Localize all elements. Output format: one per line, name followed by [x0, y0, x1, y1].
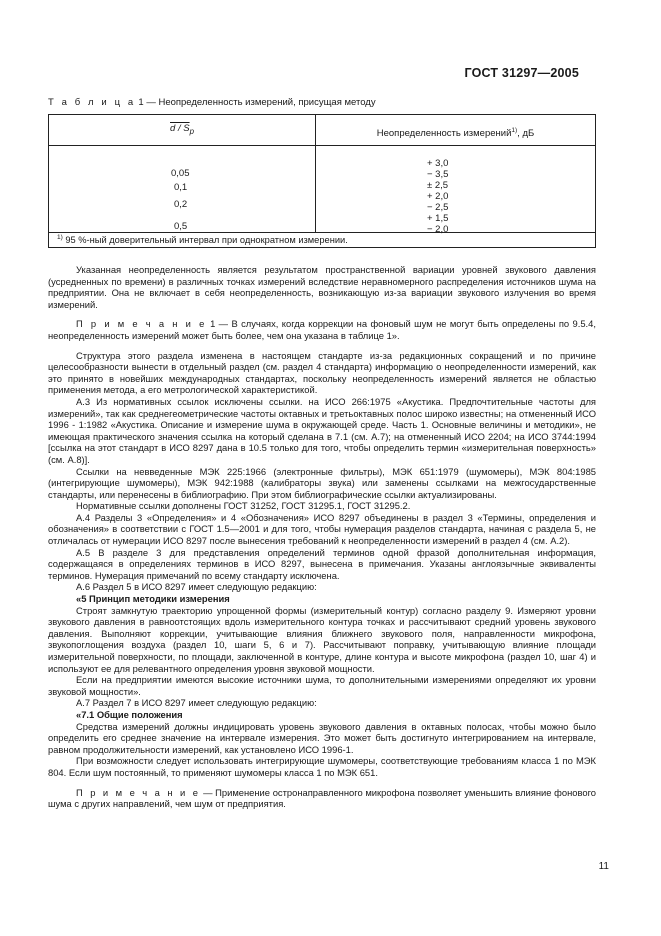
ratio-value: 0,1 — [174, 182, 188, 193]
uncertainty-value: + 1,5 — [427, 213, 449, 224]
uncertainty-header-label: Неопределенность измерений — [376, 128, 512, 140]
paragraph: Средства измерений должны индицировать уровень звукового давления в октавных полосах, чтобы можно было определить его среднее значение на интервале измерения. Это может быть достигнуто интегрированием на интервале, равном продолжительности измерений, как установлено ИСО 1996-1. — [48, 720, 596, 755]
paragraph: А.5 В разделе 3 для представления определений терминов одной фразой дополнительная информация, содержащаяся в определениях терминов в ИСО 8297, вынесена в примечания. Указаны англоязычные эквиваленты терминов. Нумерация примечаний по всему стандарту исключена. — [48, 546, 596, 581]
section-heading: «7.1 Общие положения — [76, 708, 183, 720]
table-header-ratio — [49, 115, 316, 146]
ratio-value: 0,05 — [171, 168, 190, 179]
ratio-values-cell — [49, 146, 316, 233]
uncertainty-value: + 2,0 — [427, 191, 449, 202]
footnote-mark: 1) — [57, 234, 63, 242]
note-label: П р и м е ч а н и е — [76, 786, 201, 798]
note-label: П р и м е ч а н и е — [76, 318, 207, 330]
table-header-uncertainty — [316, 115, 596, 146]
note-text: 1 — В случаях, когда коррекции на фоновый шум не могут быть определены по 9.5.4, неопределенность измерений может быть более, чем она указана в таблице 1». — [48, 318, 596, 341]
paragraph: А.4 Разделы 3 «Определения» и 4 «Обозначения» ИСО 8297 объединены в раздел 3 «Термины, определения и обозначения» в соответствии с ГОСТ 1.5—2001 и для того, чтобы нумерация разделов стандарта, начиная с раздела 5, не отличалась от нумерации ИСО 8297 после вынесения требований к неопределенности измерений в раздел 4 (см. А.2). — [48, 511, 596, 547]
page-number: 11 — [598, 861, 609, 872]
uncertainty-table — [48, 114, 596, 248]
paragraph: Нормативные ссылки дополнены ГОСТ 31252, ГОСТ 31295.1, ГОСТ 31295.2. — [76, 500, 411, 512]
paragraph: Указанная неопределенность является результатом пространственной вариации уровней звукового давления (усредненных по времени) в различных точках измерений вследствие неравномерного распределения источников шума на предприятии. Она не включает в себя неопределенность, возникающую из-за вариации звукового излучения во время измерений. — [48, 264, 596, 310]
paragraph: При возможности следует использовать интегрирующие шумомеры, соответствующие требованиям класса 1 по МЭК 804. Если шум постоянный, то применяют шумомеры класса 1 по МЭК 651. — [48, 755, 596, 778]
paragraph: Ссылки на невведенные МЭК 225:1966 (электронные фильтры), МЭК 651:1979 (шумомеры), МЭК 804:1985 (интегрирующие шумомеры), МЭК 942:1988 (калибраторы звука) или заменены ссылками на межгосударственные стандарты, или перенесены в библиографию. При этом библиографические ссылки актуализированы. — [48, 465, 596, 500]
body-text — [48, 264, 596, 810]
paragraph: А.3 Из нормативных ссылок исключены ссылки. на ИСО 266:1975 «Акустика. Предпочтительные частоты для измерений», так как среднегеометрические частоты октавных и третьоктавных полос широко известны; на отмененный ИСО 1996 - 1:1982 «Акустика. Описание и измерение шума в окружающей среде. Часть 1. Основные величины и методики», не имеющая практического значения ссылка на который сделана в 7.1 (см. А.7); на отмененный ИСО 2204; на ИСО 3744:1994 [ссылка на этот стандарт в ИСО 8297 дана в 10.5 только для того, чтобы определить термин «измерительная поверхность» (см. А.8)]. — [48, 395, 596, 465]
paragraph: Структура этого раздела изменена в настоящем стандарте из-за редакционных сокращений и по причине целесообразности вынести в отдельный раздел (см. раздел 4 стандарта) информацию о неопределенности измерений, как это принято в новейших международных стандартах, поскольку неопределенность измерений является не областью применения метода, а его метрологической характеристикой. — [48, 349, 596, 396]
note-paragraph — [48, 318, 596, 341]
section-heading: «5 Принцип методики измерения — [76, 593, 230, 605]
ratio-subscript: p — [189, 126, 194, 136]
paragraph: Строят замкнутую траекторию упрощенной формы (измерительный контур) согласно разделу 9. Измеряют уровни звукового давления в равноотстоящих вдоль измерительного контура точках и рассчитывают средний уровень звукового давления. Выполняют коррекции, учитывающие влияния ближнего звукового поля, направленности микрофона, звукопоглощения воздуха (раздел 10, шаги 5, 6 и 7). Рассчитывают поправку, учитывающую влияние площади измерительной поверхности, по площади, заключенной в контуре, длине контура и высоте микрофона (раздел 10, шаг 4) и используют ее для релевантного определения уровня звуковой мощности. — [48, 604, 596, 674]
uncertainty-value: + 3,0 — [427, 158, 449, 169]
uncertainty-header-sup: 1) — [511, 127, 518, 134]
table-footnote — [49, 233, 596, 248]
uncertainty-value: − 2,5 — [427, 202, 449, 213]
paragraph: А.7 Раздел 7 в ИСО 8297 имеет следующую редакцию: — [76, 697, 317, 709]
table-caption — [48, 97, 376, 108]
ratio-value: 0,2 — [174, 199, 188, 210]
uncertainty-value: − 2,0 — [427, 224, 449, 235]
ratio-value: 0,5 — [174, 221, 188, 232]
document-id: ГОСТ 31297—2005 — [464, 66, 579, 80]
table-caption-text: 1 — Неопределенность измерений, присущая методу — [138, 97, 376, 108]
note-text: — Применение остронаправленного микрофона позволяет уменьшить влияние фонового шума с других направлений, чем шум от предприятия. — [48, 786, 596, 810]
uncertainty-value: ± 2,5 — [427, 180, 449, 191]
table-caption-prefix: Т а б л и ц а — [48, 97, 136, 108]
uncertainty-value: − 3,5 — [427, 169, 449, 180]
uncertainty-values-cell — [316, 146, 596, 233]
paragraph: А.6 Раздел 5 в ИСО 8297 имеет следующую редакцию: — [76, 581, 317, 593]
paragraph: Если на предприятии имеются высокие источники шума, то дополнительными измерениями определяют их уровни звуковой мощности». — [48, 674, 596, 697]
ratio-label: d / S — [170, 123, 190, 134]
note-paragraph — [48, 787, 596, 810]
footnote-text: 95 %-ный доверительный интервал при однократном измерении. — [62, 235, 348, 246]
uncertainty-header-unit: , дБ — [517, 128, 535, 140]
